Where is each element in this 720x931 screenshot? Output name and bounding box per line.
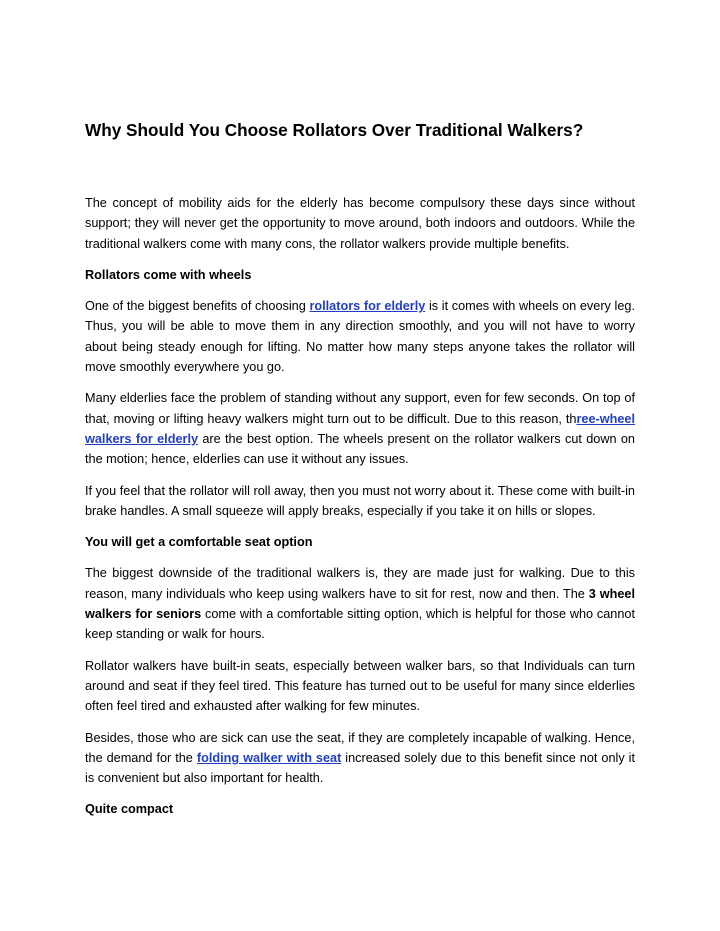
text-run: are the best option. The wheels present on the rollator walkers cut down on the motion; hence, elderlies can use it without any issues.: [85, 431, 635, 467]
intro-paragraph: The concept of mobility aids for the elderly has become compulsory these days since without support; they will never get the opportunity to move around, both indoors and outdoors. While the traditional walkers come with many cons, the rollator walkers provide multiple benefits.: [85, 196, 635, 251]
seat-paragraph-3: [85, 728, 635, 789]
section-heading-seat: You will get a comfortable seat option: [85, 535, 313, 550]
text-run: is it comes with wheels on every leg. Thus, you will be able to move them in any direction smoothly, and you will not have to worry about being steady enough for lifting. No matter how many steps anyone takes the rollator will move smoothly everywhere you go.: [85, 299, 635, 375]
document-title: Why Should You Choose Rollators Over Traditional Walkers?: [85, 120, 584, 140]
wheels-paragraph-3: If you feel that the rollator will roll away, then you must not worry about it. These come with built-in brake handles. A small squeeze will apply breaks, especially if you take it on hills or slopes.: [85, 483, 635, 518]
seat-paragraph-2: Rollator walkers have built-in seats, especially between walker bars, so that Individuals can turn around and seat if they feel tired. This feature has turned out to be useful for many since elderlies often feel tired and exhausted after walking for few minutes.: [85, 658, 635, 714]
seat-paragraph-1: [85, 563, 635, 644]
text-run: Besides, those who are sick can use the seat, if they are completely incapable of walking. Hence, the demand for the: [85, 730, 635, 765]
section-heading-wheels: Rollators come with wheels: [85, 267, 252, 282]
wheels-paragraph-1: [85, 296, 635, 377]
text-run: The biggest downside of the traditional walkers is, they are made just for walking. Due to this reason, many individuals who keep using walkers have to sit for rest, now and then. The: [85, 566, 635, 601]
wheels-paragraph-2: [85, 388, 635, 469]
text-run: Many elderlies face the problem of standing without any support, even for few seconds. On top of that, moving or lifting heavy walkers might turn out to be difficult. Due to this reason, th: [85, 391, 635, 426]
text-run: One of the biggest benefits of choosing: [85, 299, 310, 314]
three-wheel-walkers-link[interactable]: ree-wheel walkers for elderly: [85, 411, 635, 446]
text-run: increased solely due to this benefit since not only it is convenient but also important for health.: [85, 750, 635, 786]
rollators-for-elderly-link[interactable]: rollators for elderly: [309, 299, 426, 314]
bold-phrase: 3 wheel walkers for seniors: [85, 586, 636, 622]
folding-walker-link[interactable]: folding walker with seat: [196, 750, 342, 765]
text-run: come with a comfortable sitting option, which is helpful for those who cannot keep standing or walk for hours.: [85, 607, 635, 642]
section-heading-compact: Quite compact: [85, 802, 174, 817]
